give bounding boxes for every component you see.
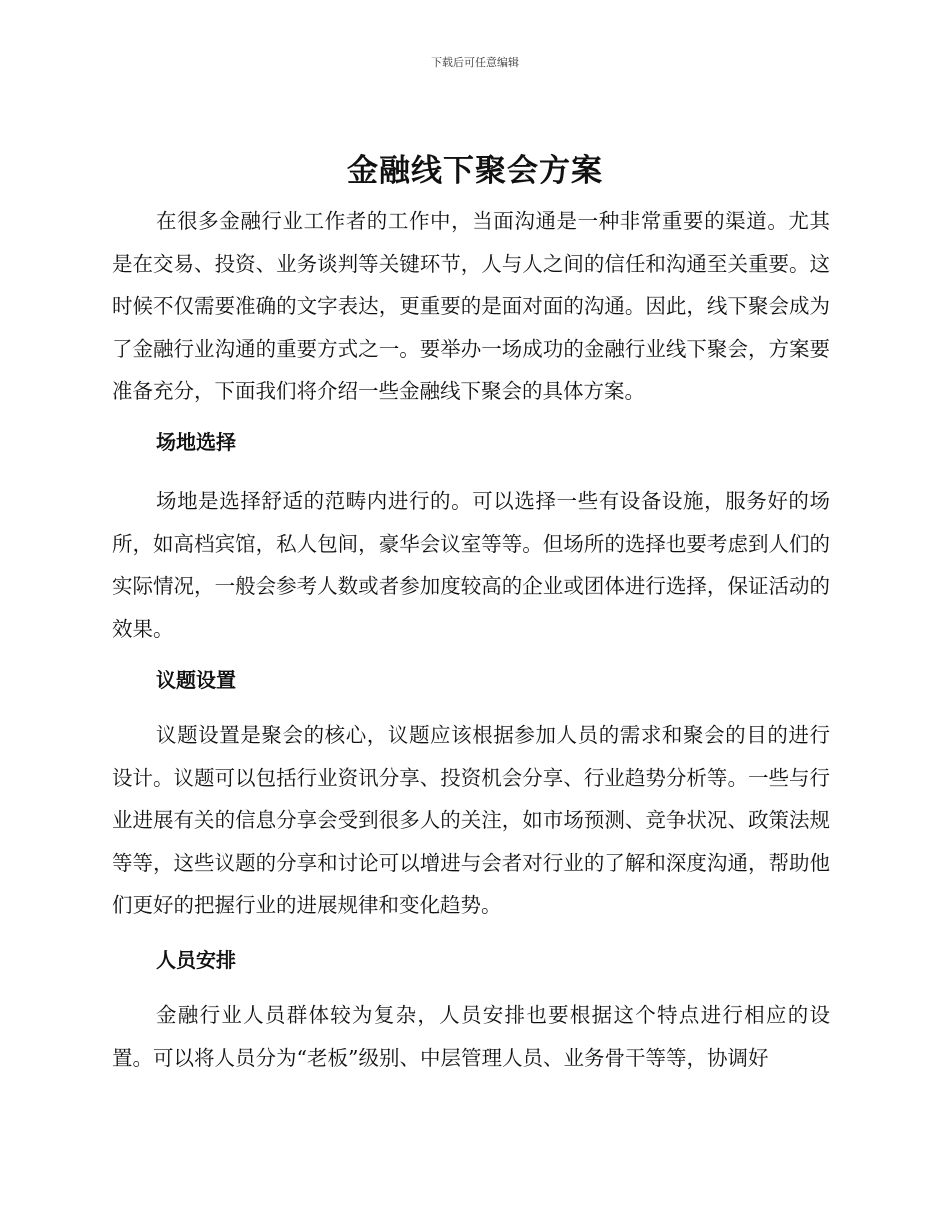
section-body-venue: 场地是选择舒适的范畴内进行的。可以选择一些有设备设施，服务好的场所，如高档宾馆，私人包间，豪华会议室等等。但场所的选择也要考虑到人们的实际情况，一般会参考人数或者参加度较高的企业或团体进行选择，保证活动的效果。 <box>112 489 830 641</box>
section-heading-venue: 场地选择 <box>156 430 236 454</box>
section-body-staffing-block <box>112 994 830 1079</box>
intro-paragraph: 在很多金融行业工作者的工作中，当面沟通是一种非常重要的渠道。尤其是在交易、投资、业务谈判等关键环节，人与人之间的信任和沟通至关重要。这时候不仅需要准确的文字表达，更重要的是面对面的沟通。因此，线下聚会成为了金融行业沟通的重要方式之一。要举办一场成功的金融行业线下聚会，方案要准备充分，下面我们将介绍一些金融线下聚会的具体方案。 <box>112 209 830 403</box>
document-title: 金融线下聚会方案 <box>347 153 603 189</box>
header-note: 下载后可任意编辑 <box>431 56 519 69</box>
section-body-topics: 议题设置是聚会的核心，议题应该根据参加人员的需求和聚会的目的进行设计。议题可以包括行业资讯分享、投资机会分享、行业趋势分析等。一些与行业进展有关的信息分享会受到很多人的关注，如市场预测、竞争状况、政策法规等等，这些议题的分享和讨论可以增进与会者对行业的了解和深度沟通，帮助他们更好的把握行业的进展规律和变化趋势。 <box>112 723 830 917</box>
intro-paragraph-block <box>112 200 830 413</box>
section-body-venue-block <box>112 480 830 650</box>
section-heading-topics: 议题设置 <box>156 668 236 692</box>
section-body-staffing: 金融行业人员群体较为复杂，人员安排也要根据这个特点进行相应的设置。可以将人员分为“老板”级别、中层管理人员、业务骨干等等，协调好 <box>112 1003 830 1070</box>
section-body-topics-block <box>112 714 830 927</box>
section-heading-staffing: 人员安排 <box>156 948 236 972</box>
